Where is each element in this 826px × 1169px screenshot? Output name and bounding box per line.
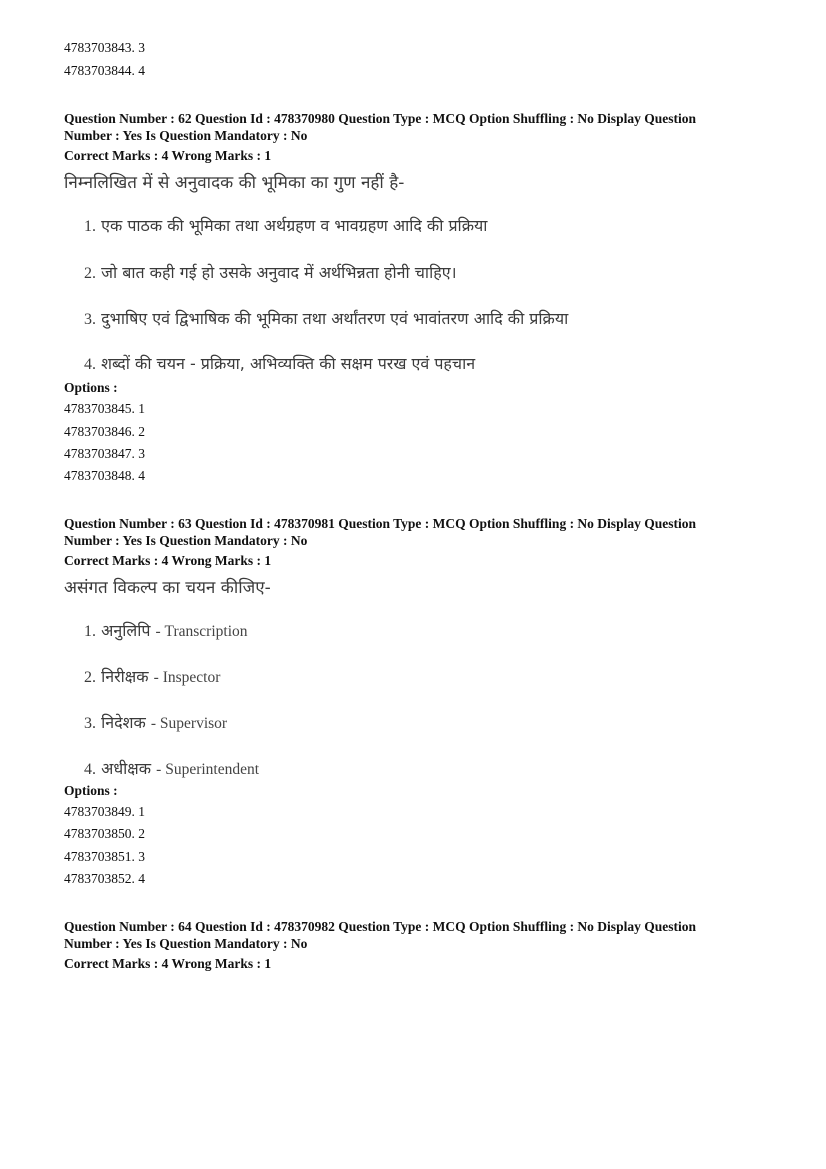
question-62-item: 4. शब्दों की चयन - प्रक्रिया, अभिव्यक्ति की सक्षम परख एवं पहचान [84, 354, 476, 373]
question-63-item: 3. निदेशक - Supervisor [84, 713, 228, 732]
options-label: Options : [64, 783, 118, 798]
question-62-stem: निम्नलिखित में से अनुवादक की भूमिका का गुण नहीं है- [64, 173, 405, 193]
question-62-item: 1. एक पाठक की भूमिका तथा अर्थग्रहण व भावग्रहण आदि की प्रक्रिया [84, 216, 488, 235]
question-63-item: 2. निरीक्षक - Inspector [84, 667, 221, 686]
question-62-item: 3. दुभाषिए एवं द्विभाषिक की भूमिका तथा अर्थांतरण एवं भावांतरण आदि की प्रक्रिया [84, 309, 569, 328]
question-63-stem: असंगत विकल्प का चयन कीजिए- [64, 578, 271, 598]
option-row: 4783703847. 3 [64, 446, 145, 461]
option-row: 4783703850. 2 [64, 826, 145, 841]
option-row: 4783703849. 1 [64, 804, 145, 819]
question-63-header: Question Number : 63 Question Id : 478370981 Question Type : MCQ Option Shuffling : No Display Question Number : Yes Is Question Mandatory : No Correct Marks : 4 Wrong Marks : 1 [64, 516, 696, 568]
options-label: Options : [64, 380, 118, 395]
option-row: 4783703845. 1 [64, 401, 145, 416]
question-63-item: 4. अधीक्षक - Superintendent [84, 759, 260, 778]
option-row: 4783703844. 4 [64, 63, 145, 78]
option-row: 4783703843. 3 [64, 40, 145, 55]
question-63-item: 1. अनुलिपि - Transcription [84, 621, 248, 640]
option-row: 4783703851. 3 [64, 849, 145, 864]
question-62-header: Question Number : 62 Question Id : 478370980 Question Type : MCQ Option Shuffling : No Display Question Number : Yes Is Question Mandatory : No Correct Marks : 4 Wrong Marks : 1 [64, 111, 696, 163]
question-64-header: Question Number : 64 Question Id : 478370982 Question Type : MCQ Option Shuffling : No Display Question Number : Yes Is Question Mandatory : No Correct Marks : 4 Wrong Marks : 1 [64, 919, 696, 971]
option-row: 4783703848. 4 [64, 468, 145, 483]
option-row: 4783703846. 2 [64, 424, 145, 439]
option-row: 4783703852. 4 [64, 871, 145, 886]
question-62-item: 2. जो बात कही गई हो उसके अनुवाद में अर्थभिन्नता होनी चाहिए। [84, 263, 457, 282]
